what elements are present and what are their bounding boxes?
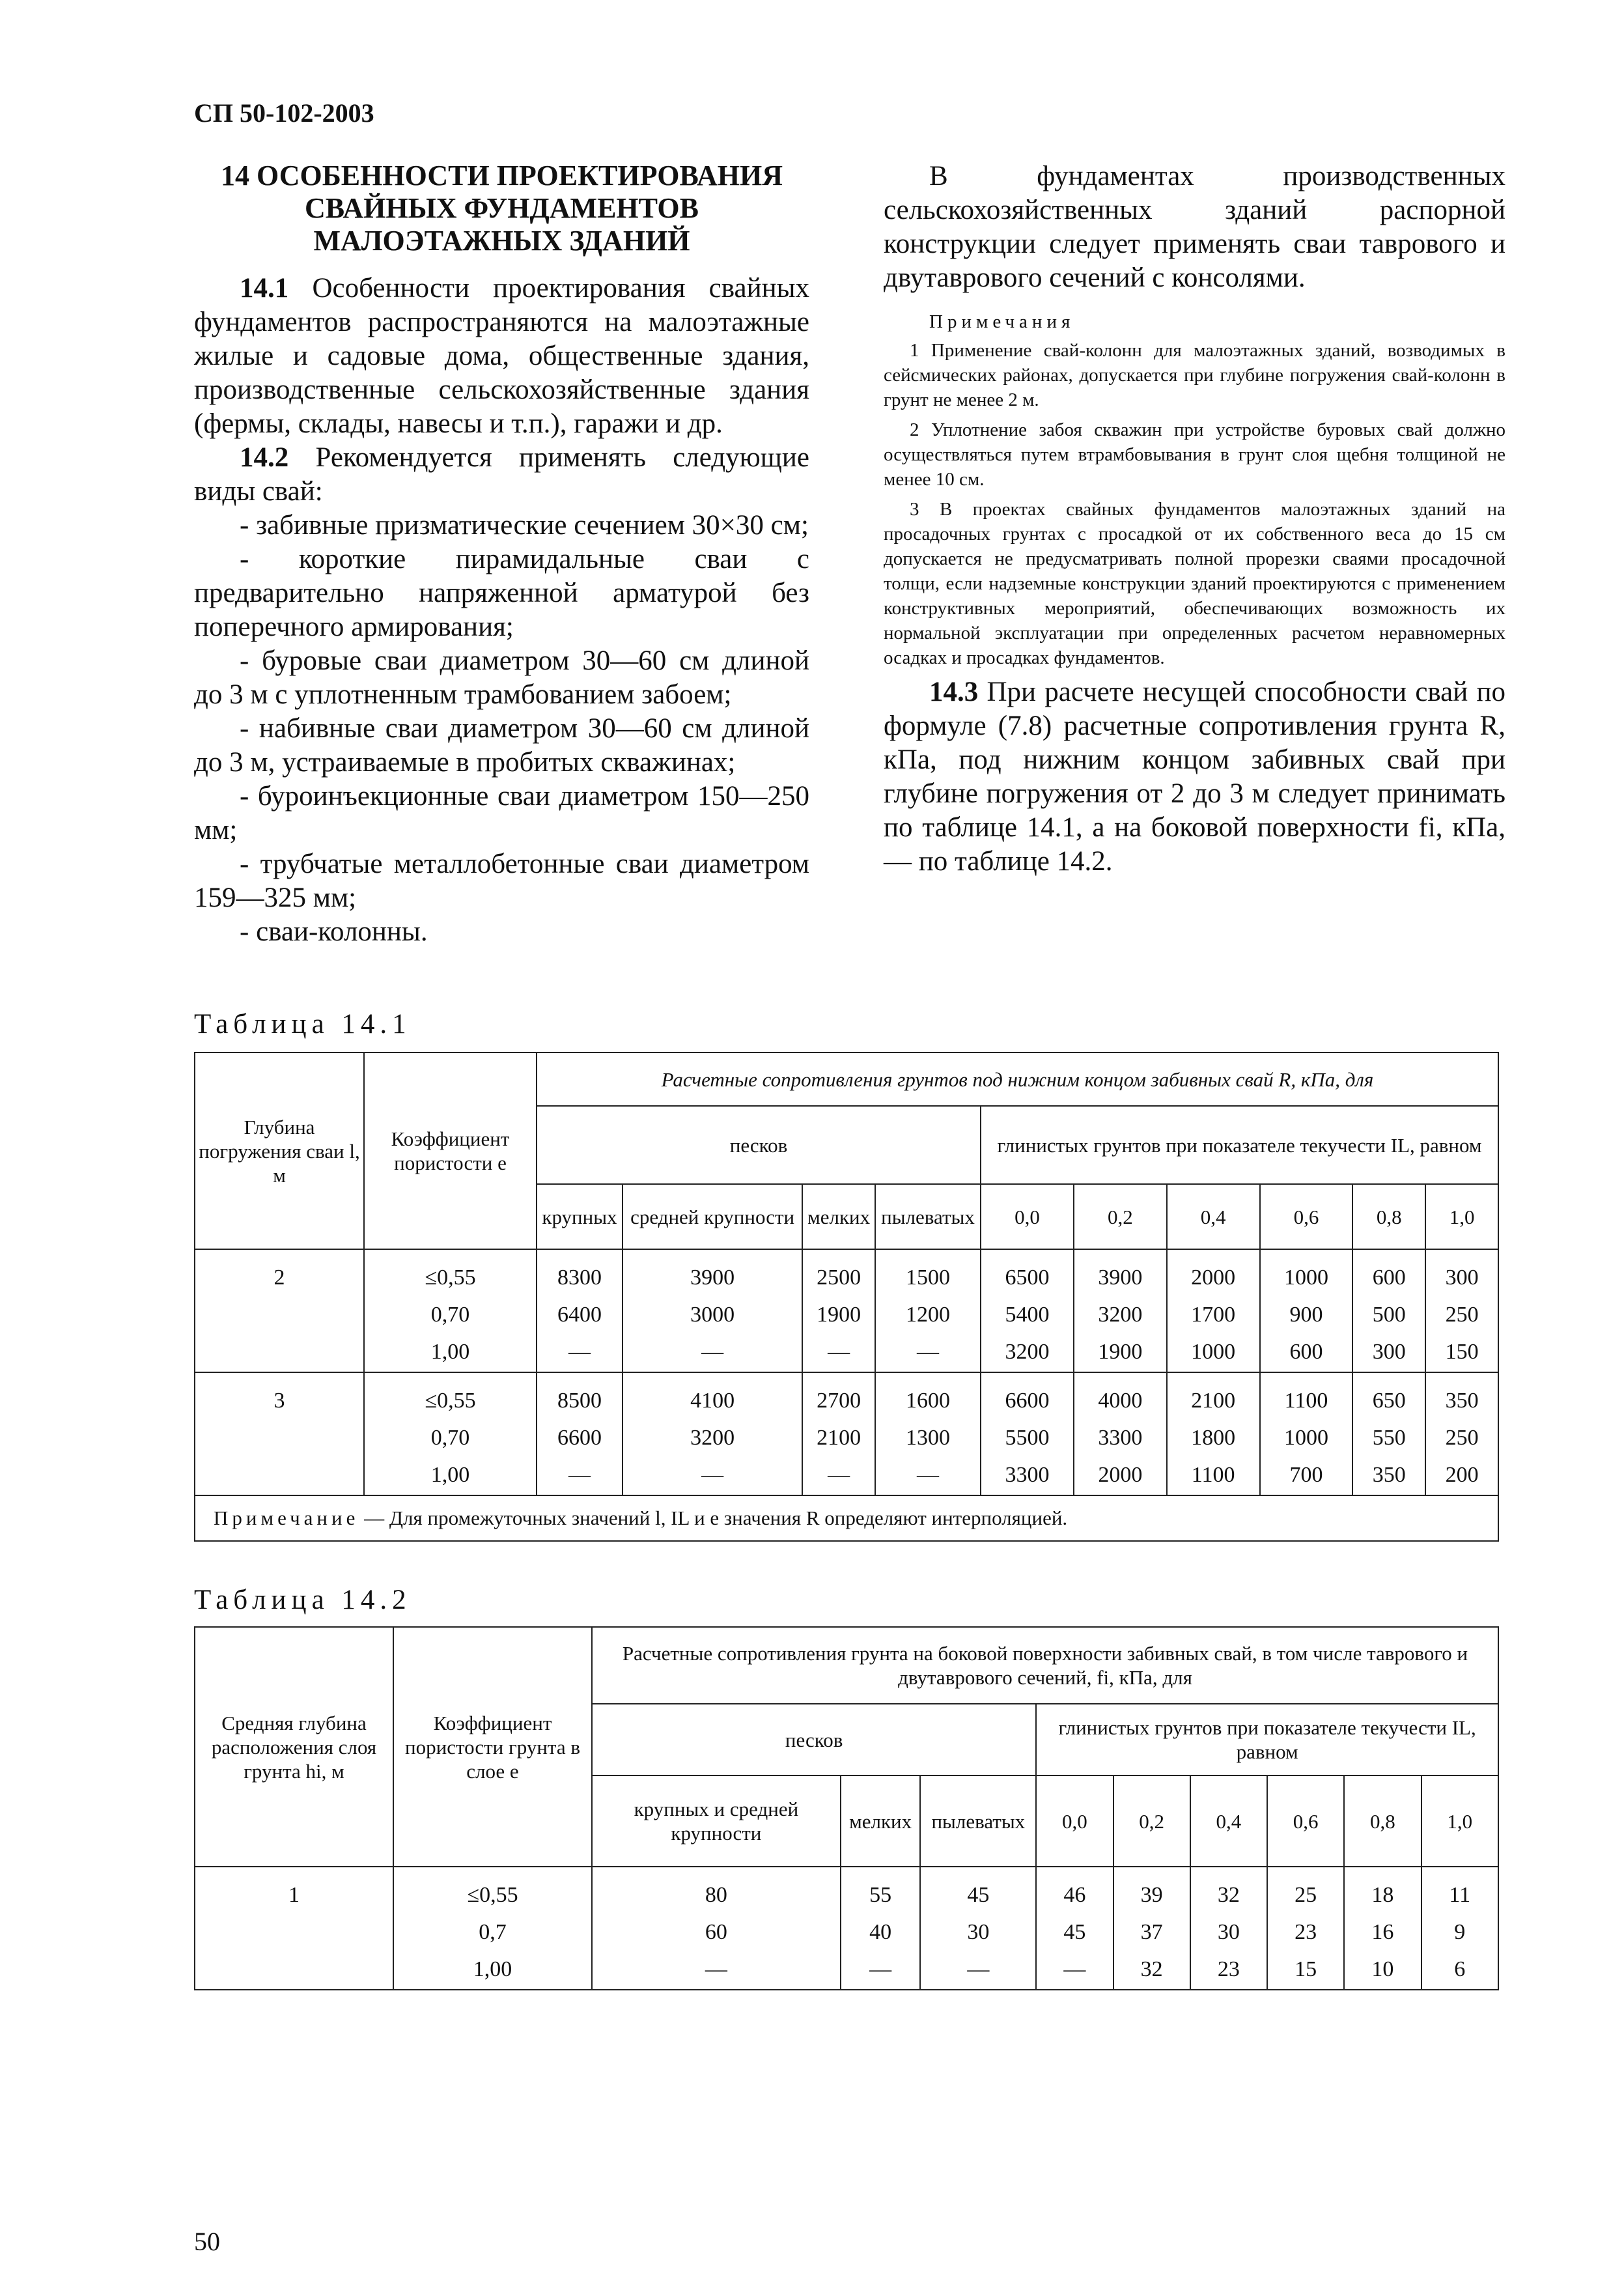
value-cell: 4100 3200 — xyxy=(623,1372,802,1495)
column-header: 0,4 xyxy=(1167,1184,1260,1249)
column-header: 0,2 xyxy=(1074,1184,1167,1249)
value-cell: 6600 5500 3300 xyxy=(981,1372,1074,1495)
value-cell: 650 550 350 xyxy=(1352,1372,1425,1495)
note-item: 2 Уплотнение забоя скважин при устройстве буровых свай должно осуществляться путем втрамбовывания в грунт слоя щебня толщиной не менее 10 см. xyxy=(884,419,1505,490)
value-cell: 39 37 32 xyxy=(1113,1867,1190,1990)
value-cell: 300 250 150 xyxy=(1425,1249,1498,1372)
header-depth: Средняя глубина расположения слоя грунта hi, м xyxy=(195,1627,393,1867)
table-row xyxy=(195,1249,1498,1372)
table-14-1 xyxy=(194,1052,1499,1542)
column-header: 0,4 xyxy=(1190,1775,1267,1867)
table-row xyxy=(195,1372,1498,1495)
value-cell: 4000 3300 2000 xyxy=(1074,1372,1167,1495)
paragraph-14-2 xyxy=(194,441,809,509)
value-cell: 1500 1200 — xyxy=(875,1249,981,1372)
value-cell: 2500 1900 — xyxy=(802,1249,875,1372)
table-14-2 xyxy=(194,1626,1499,1990)
value-cell: 1100 1000 700 xyxy=(1260,1372,1353,1495)
column-header: 0,2 xyxy=(1113,1775,1190,1867)
value-cell: 2700 2100 — xyxy=(802,1372,875,1495)
section-title: 14 ОСОБЕННОСТИ ПРОЕКТИРОВАНИЯ СВАЙНЫХ ФУНДАМЕНТОВ МАЛОЭТАЖНЫХ ЗДАНИЙ xyxy=(220,160,783,257)
column-header: мелких xyxy=(841,1775,921,1867)
column-header: пылеватых xyxy=(875,1184,981,1249)
column-header: 0,0 xyxy=(1036,1775,1113,1867)
paragraph-14-3 xyxy=(884,675,1505,879)
paragraph-number: 14.3 xyxy=(929,677,979,707)
column-header: 0,8 xyxy=(1344,1775,1421,1867)
table-14-2-caption: Таблица 14.2 xyxy=(194,1585,412,1615)
header-porosity: Коэффициент пористости e xyxy=(364,1053,537,1249)
value-cell: 11 9 6 xyxy=(1421,1867,1498,1990)
left-column xyxy=(194,160,809,949)
column-header: мелких xyxy=(802,1184,875,1249)
column-header: 1,0 xyxy=(1421,1775,1498,1867)
value-cell: 46 45 — xyxy=(1036,1867,1113,1990)
list-item: - трубчатые металлобетонные сваи диаметром 159—325 мм; xyxy=(194,849,809,913)
porosity-cell: ≤0,55 0,7 1,00 xyxy=(393,1867,592,1990)
depth-cell: 2 xyxy=(195,1249,364,1372)
porosity-cell: ≤0,55 0,70 1,00 xyxy=(364,1372,537,1495)
header-sands: песков xyxy=(592,1704,1036,1775)
value-cell: 32 30 23 xyxy=(1190,1867,1267,1990)
list-item: - короткие пирамидальные сваи с предварительно напряженной арматурой без поперечного армирования; xyxy=(194,544,809,642)
paragraph-14-1 xyxy=(194,272,809,441)
list-item: - буровые сваи диаметром 30—60 см длиной до 3 м с уплотненным трамбованием забоем; xyxy=(194,645,809,710)
column-header: средней крупности xyxy=(623,1184,802,1249)
header-depth: Глубина погружения сваи l, м xyxy=(195,1053,364,1249)
value-cell: 3900 3200 1900 xyxy=(1074,1249,1167,1372)
value-cell: 18 16 10 xyxy=(1344,1867,1421,1990)
value-cell: 45 30 — xyxy=(920,1867,1036,1990)
paragraph-number: 14.2 xyxy=(240,442,289,473)
table-14-1-note xyxy=(195,1495,1498,1541)
list-item: - набивные сваи диаметром 30—60 см длиной до 3 м, устраиваемые в пробитых скважинах; xyxy=(194,713,809,778)
column-header: 0,8 xyxy=(1352,1184,1425,1249)
note-item: 1 Применение свай-колонн для малоэтажных зданий, возводимых в сейсмических районах, допускается при глубине погружения свай-колонн в грунт не менее 2 м. xyxy=(884,340,1505,410)
header-clays: глинистых грунтов при показателе текучести IL, равном xyxy=(981,1106,1498,1184)
header-resistance-group: Расчетные сопротивления грунта на боковой поверхности забивных свай, в том числе таврового и двутаврового сечений, fi, кПа, для xyxy=(592,1627,1498,1704)
table-row xyxy=(195,1867,1498,1990)
column-header: 0,6 xyxy=(1260,1184,1353,1249)
column-header: 1,0 xyxy=(1425,1184,1498,1249)
depth-cell: 1 xyxy=(195,1867,393,1990)
notes-block xyxy=(884,309,1505,670)
note-text: — Для промежуточных значений l, IL и e значения R определяют интерполяцией. xyxy=(364,1506,1068,1529)
table-14-1-caption: Таблица 14.1 xyxy=(194,1009,412,1039)
list-item: - сваи-колонны. xyxy=(240,916,428,947)
header-sands: песков xyxy=(537,1106,981,1184)
column-header: крупных и средней крупности xyxy=(592,1775,841,1867)
value-cell: 2100 1800 1100 xyxy=(1167,1372,1260,1495)
column-header: пылеватых xyxy=(920,1775,1036,1867)
value-cell: 1600 1300 — xyxy=(875,1372,981,1495)
value-cell: 1000 900 600 xyxy=(1260,1249,1353,1372)
list-item: - буроинъекционные сваи диаметром 150—250 мм; xyxy=(194,781,809,845)
paragraph-consoles: В фундаментах производственных сельскохозяйственных зданий распорной конструкции следует применять сваи таврового и двутаврового сечений с консолями. xyxy=(884,161,1505,293)
value-cell: 600 500 300 xyxy=(1352,1249,1425,1372)
page-number: 50 xyxy=(194,2227,220,2256)
value-cell: 6500 5400 3200 xyxy=(981,1249,1074,1372)
notes-title: Примечания xyxy=(929,311,1075,332)
column-header: крупных xyxy=(537,1184,623,1249)
column-header: 0,0 xyxy=(981,1184,1074,1249)
value-cell: 350 250 200 xyxy=(1425,1372,1498,1495)
depth-cell: 3 xyxy=(195,1372,364,1495)
paragraph-number: 14.1 xyxy=(240,273,289,304)
value-cell: 80 60 — xyxy=(592,1867,841,1990)
paragraph-text: Рекомендуется применять следующие виды свай: xyxy=(194,442,809,507)
paragraph-text: Особенности проектирования свайных фундаментов распространяются на малоэтажные жилые и садовые дома, общественные здания, производственные сельскохозяйственные здания (фермы, склады, навесы и т.п.), гаражи и др. xyxy=(194,273,810,439)
value-cell: 8300 6400 — xyxy=(537,1249,623,1372)
column-header: 0,6 xyxy=(1267,1775,1344,1867)
header-resistance-group: Расчетные сопротивления грунтов под нижним концом забивных свай R, кПа, для xyxy=(537,1053,1498,1106)
note-item: 3 В проектах свайных фундаментов малоэтажных зданий на просадочных грунтах с просадкой от их собственного веса до 15 см допускается не предусматривать полной прорезки сваями просадочной толщи, если надземные конструкции зданий проектируются с применением конструктивных мероприятий, обеспечивающих возможность их нормальной эксплуатации при определенных расчетом неравномерных осадках и просадках фундаментов. xyxy=(884,499,1505,668)
paragraph-text: При расчете несущей способности свай по формуле (7.8) расчетные сопротивления грунта R, кПа, под нижним концом забивных свай при глубине погружения от 2 до 3 м следует принимать по таблице 14.1, а на боковой поверхности fi, кПа, — по таблице 14.2. xyxy=(884,677,1505,877)
right-column xyxy=(884,160,1505,879)
header-porosity: Коэффициент пористости грунта в слое e xyxy=(393,1627,592,1867)
header-clays: глинистых грунтов при показателе текучести IL, равном xyxy=(1036,1704,1498,1775)
value-cell: 55 40 — xyxy=(841,1867,921,1990)
value-cell: 8500 6600 — xyxy=(537,1372,623,1495)
value-cell: 25 23 15 xyxy=(1267,1867,1344,1990)
value-cell: 2000 1700 1000 xyxy=(1167,1249,1260,1372)
porosity-cell: ≤0,55 0,70 1,00 xyxy=(364,1249,537,1372)
document-code: СП 50-102-2003 xyxy=(194,98,374,128)
note-label: Примечание xyxy=(214,1506,359,1529)
list-item: - забивные призматические сечением 30×30 см; xyxy=(240,510,809,541)
value-cell: 3900 3000 — xyxy=(623,1249,802,1372)
